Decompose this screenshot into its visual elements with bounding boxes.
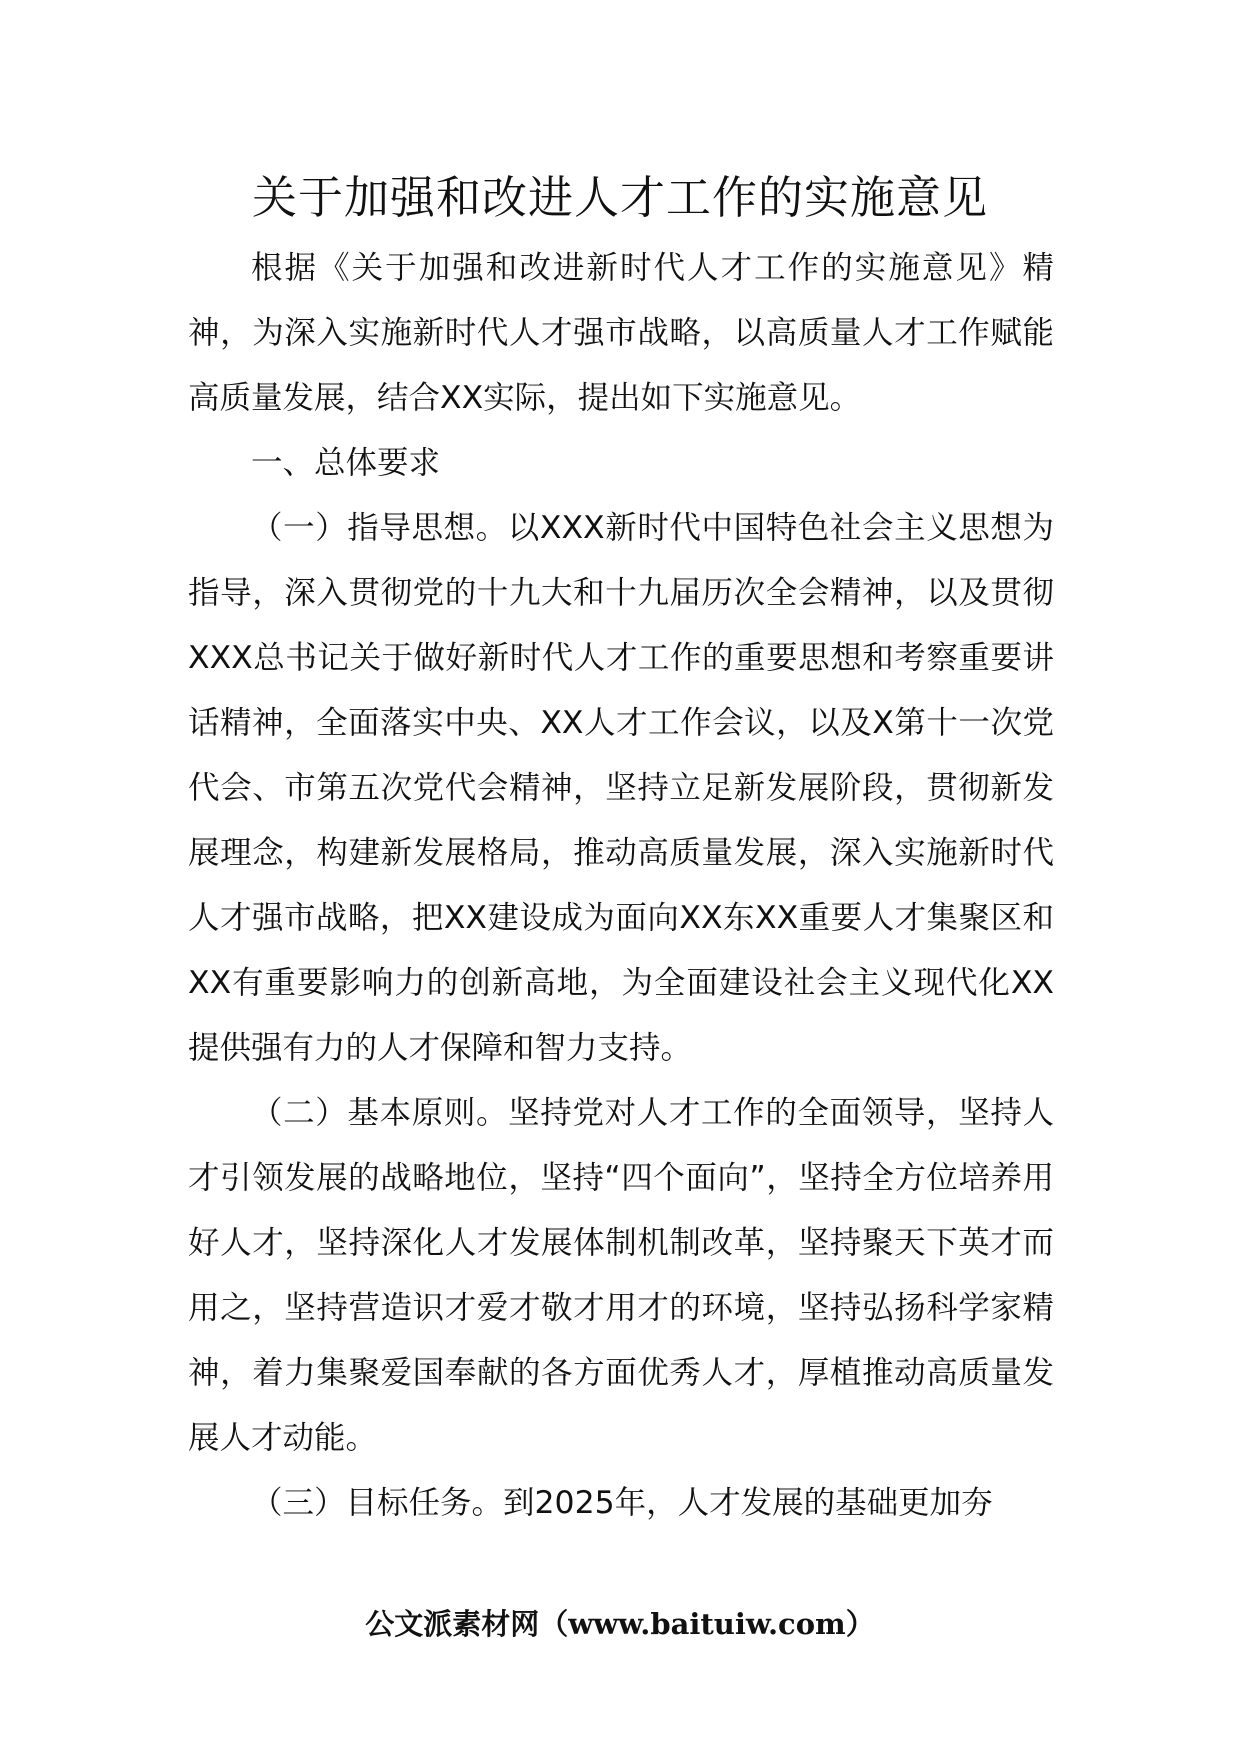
basic-principles-paragraph: （二）基本原则。坚持党对人才工作的全面领导，坚持人才引领发展的战略地位，坚持“四个面向”，坚持全方位培养用好人才，坚持深化人才发展体制机制改革，坚持聚天下英才而用之，坚持营造识才爱才敬才用才的环境，坚持弘扬科学家精神，着力集聚爱国奉献的各方面优秀人才，厚植推动高质量发展人才动能。 <box>188 1095 1054 1456</box>
document-body <box>188 236 1054 1536</box>
guiding-thought-paragraph: （一）指导思想。以XXX新时代中国特色社会主义思想为指导，深入贯彻党的十九大和十九届历次全会精神，以及贯彻XXX总书记关于做好新时代人才工作的重要思想和考察重要讲话精神，全面落实中央、XX人才工作会议，以及X第十一次党代会、市第五次党代会精神，坚持立足新发展阶段，贯彻新发展理念，构建新发展格局，推动高质量发展，深入实施新时代人才强市战略，把XX建设成为面向XX东XX重要人才集聚区和XX有重要影响力的创新高地，为全面建设社会主义现代化XX提供强有力的人才保障和智力支持。 <box>188 510 1054 1066</box>
footer-watermark: 公文派素材网（www.baituiw.com） <box>365 1607 875 1641</box>
goals-paragraph: （三）目标任务。到2025年，人才发展的基础更加夯 <box>251 1485 993 1521</box>
section-heading: 一、总体要求 <box>251 445 441 481</box>
document-title: 关于加强和改进人才工作的实施意见 <box>251 171 988 224</box>
intro-paragraph: 根据《关于加强和改进新时代人才工作的实施意见》精神，为深入实施新时代人才强市战略，以高质量人才工作赋能高质量发展，结合XX实际，提出如下实施意见。 <box>188 250 1054 416</box>
